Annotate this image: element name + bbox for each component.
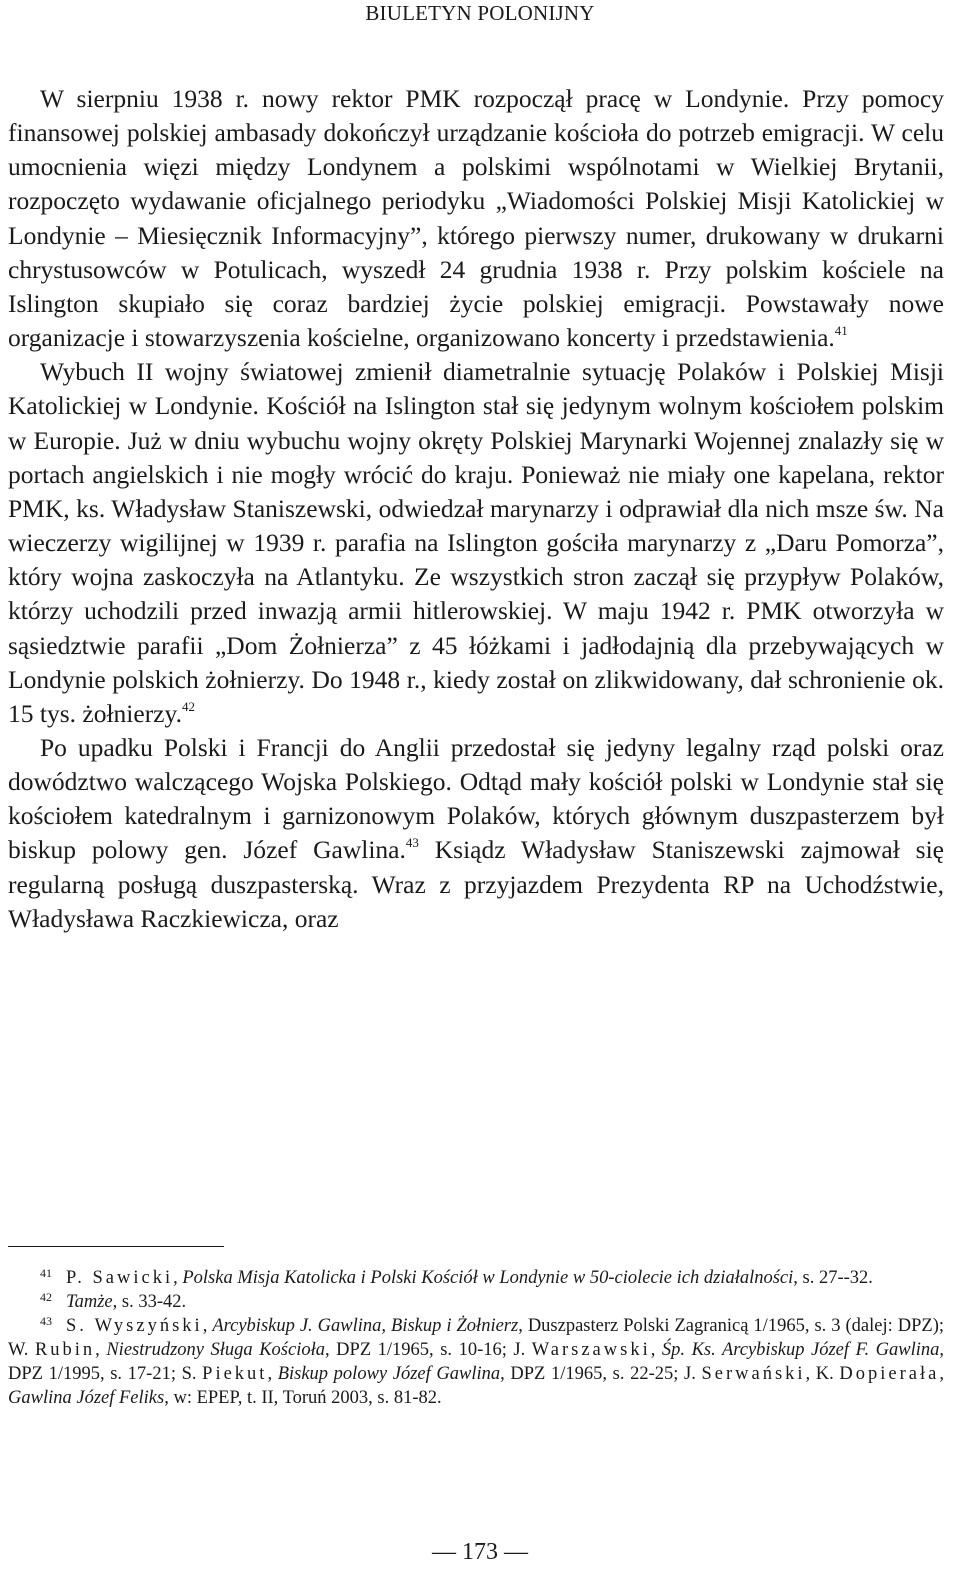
page-number: — 173 —: [432, 1539, 528, 1565]
footnote-ref-42[interactable]: 42: [181, 698, 195, 714]
footnote-43-rest-5: , w: EPEP, t. II, Toruń 2003, s. 81-82.: [164, 1388, 442, 1408]
footnotes: [8, 1266, 944, 1410]
footnote-43-sep-4: ,: [267, 1364, 278, 1384]
footnote-divider: [8, 1246, 224, 1247]
footnote-43-title-5: Gawlina Józef Feliks: [8, 1388, 165, 1408]
running-header: [0, 0, 960, 26]
paragraph-2-text: Wybuch II wojny światowej zmienił diametralnie sytuację Polaków i Polskiej Misji Katolickiej w Londynie. Kościół na Islington stał się jedynym wolnym kościołem polskim w Europie. Już w dniu wybuchu wojny okręty Polskiej Marynarki Wojennej znalazły się w portach angielskich i nie mogły wrócić do kraju. Ponieważ nie miały one kapelana, rektor PMK, ks. Władysław Staniszewski, odwiedzał marynarzy i odprawiał dla nich msze św. Na wieczerzy wigilijnej w 1939 r. parafia na Islington gościła marynarzy z „Daru Pomorza”, który wojna zaskoczyła na Atlantyku. Ze wszystkich stron zaczął się przypływ Polaków, którzy uchodzili przed inwazją armii hitlerowskiej. W maju 1942 r. PMK otworzyła w sąsiedztwie parafii „Dom Żołnierza” z 45 łóżkami i jadłodajnią dla przebywających w Londynie polskich żołnierzy. Do 1948 r., kiedy został on zlikwidowany, dał schronienie ok. 15 tys. żołnierzy.: [8, 357, 944, 728]
footnote-42: [8, 1290, 944, 1314]
footnote-43-sep-3: ,: [650, 1340, 662, 1360]
paragraph-3-text-b: Ksiądz Władysław Staniszewski zajmował się regularną posługą duszpasterską. Wraz z przyjazdem Prezydenta RP na Uchodźstwie, Władysława Raczkiewicza, oraz: [8, 835, 945, 933]
footnote-41-sep: ,: [173, 1268, 183, 1288]
footnote-42-title: Tamże: [66, 1292, 113, 1312]
paragraph-1-text: W sierpniu 1938 r. nowy rektor PMK rozpoczął pracę w Londynie. Przy pomocy finansowej polskiej ambasady dokończył urządzanie kościoła do potrzeb emigracji. W celu umocnienia więzi między Londynem a polskimi wspólnotami w Wielkiej Brytanii, rozpoczęto wydawanie oficjalnego periodyku „Wiadomości Polskiej Misji Katolickiej w Londynie – Miesięcznik Informacyjny”, którego pierwszy numer, drukowany w drukarni chrystusowców w Potulicach, wyszedł 24 grudnia 1938 r. Przy polskim kościele na Islington skupiało się coraz bardziej życie polskiej emigracji. Powstawały nowe organizacje i stowarzyszenia kościelne, organizowano koncerty i przedstawienia.: [8, 84, 944, 353]
footnote-41-title: Polska Misja Katolicka i Polski Kościół w Londynie w 50-ciolecie ich działalności: [182, 1268, 794, 1288]
footnote-42-rest: , s. 33-42.: [112, 1292, 187, 1312]
footnote-41: [8, 1266, 944, 1290]
paragraph-2: [8, 355, 944, 731]
footnote-43-rest-4: , DPZ 1/1965, s. 22-25; J.: [500, 1364, 702, 1384]
footnote-43-author-2: Rubin: [34, 1340, 96, 1360]
footnote-41-rest: , s. 27--32.: [793, 1268, 873, 1288]
paragraph-3: [8, 731, 944, 936]
footnote-43-author-4: Piekut: [202, 1364, 268, 1384]
main-text: [8, 82, 944, 936]
paragraph-3-text-a: Po upadku Polski i Francji do Anglii przedostał się jedyny legalny rząd polski oraz dowództwo walczącego Wojska Polskiego. Odtąd mały kościół polski w Londynie stał się kościołem katedralnym i garnizonowym Polaków, których głównym duszpasterzem był biskup polowy gen. Józef Gawlina.: [8, 732, 944, 865]
footnote-43-rest-1: , Duszpasterz Polski Zagranicą 1/1965, s. 3 (dalej: DPZ); W.: [8, 1316, 945, 1360]
running-header-title: BIULETYN POLONIJNY: [365, 1, 595, 25]
footnote-43-title-2: Niestrudzony Sługa Kościoła: [106, 1340, 325, 1360]
footnote-43-author-6: Dopierała: [839, 1364, 940, 1384]
footnote-43-author-3: Warszawski: [531, 1340, 651, 1360]
footnote-41-number: 41: [40, 1266, 52, 1280]
footnote-41-author: P. Sawicki: [66, 1268, 174, 1288]
footnote-ref-43[interactable]: 43: [405, 835, 419, 851]
footnote-ref-41[interactable]: 41: [834, 323, 848, 339]
footnote-43-author-5: Serwański: [701, 1364, 806, 1384]
footnote-43-title-3: Śp. Ks. Arcybiskup Józef F. Gawlina: [661, 1340, 940, 1360]
footnote-43-number: 43: [40, 1314, 52, 1328]
footnote-43-sep-2: ,: [95, 1340, 107, 1360]
footnote-43-sep-6: ,: [939, 1364, 944, 1384]
footnote-43-author-1: S. Wyszyński: [66, 1316, 203, 1336]
footnote-43-rest-3: , DPZ 1/1995, s. 17-21; S.: [8, 1340, 945, 1384]
footnote-42-number: 42: [40, 1290, 52, 1304]
footnote-43-title-4: Biskup polowy Józef Gawlina: [277, 1364, 501, 1384]
footnote-43-title-1: Arcybiskup J. Gawlina, Biskup i Żołnierz: [212, 1316, 519, 1336]
paragraph-1: [8, 82, 944, 355]
footnote-43: [8, 1314, 944, 1410]
footnote-43-sep-5: , K.: [805, 1364, 840, 1384]
footnote-43-sep-1: ,: [202, 1316, 213, 1336]
footnote-43-rest-2: , DPZ 1/1965, s. 10-16; J.: [325, 1340, 532, 1360]
